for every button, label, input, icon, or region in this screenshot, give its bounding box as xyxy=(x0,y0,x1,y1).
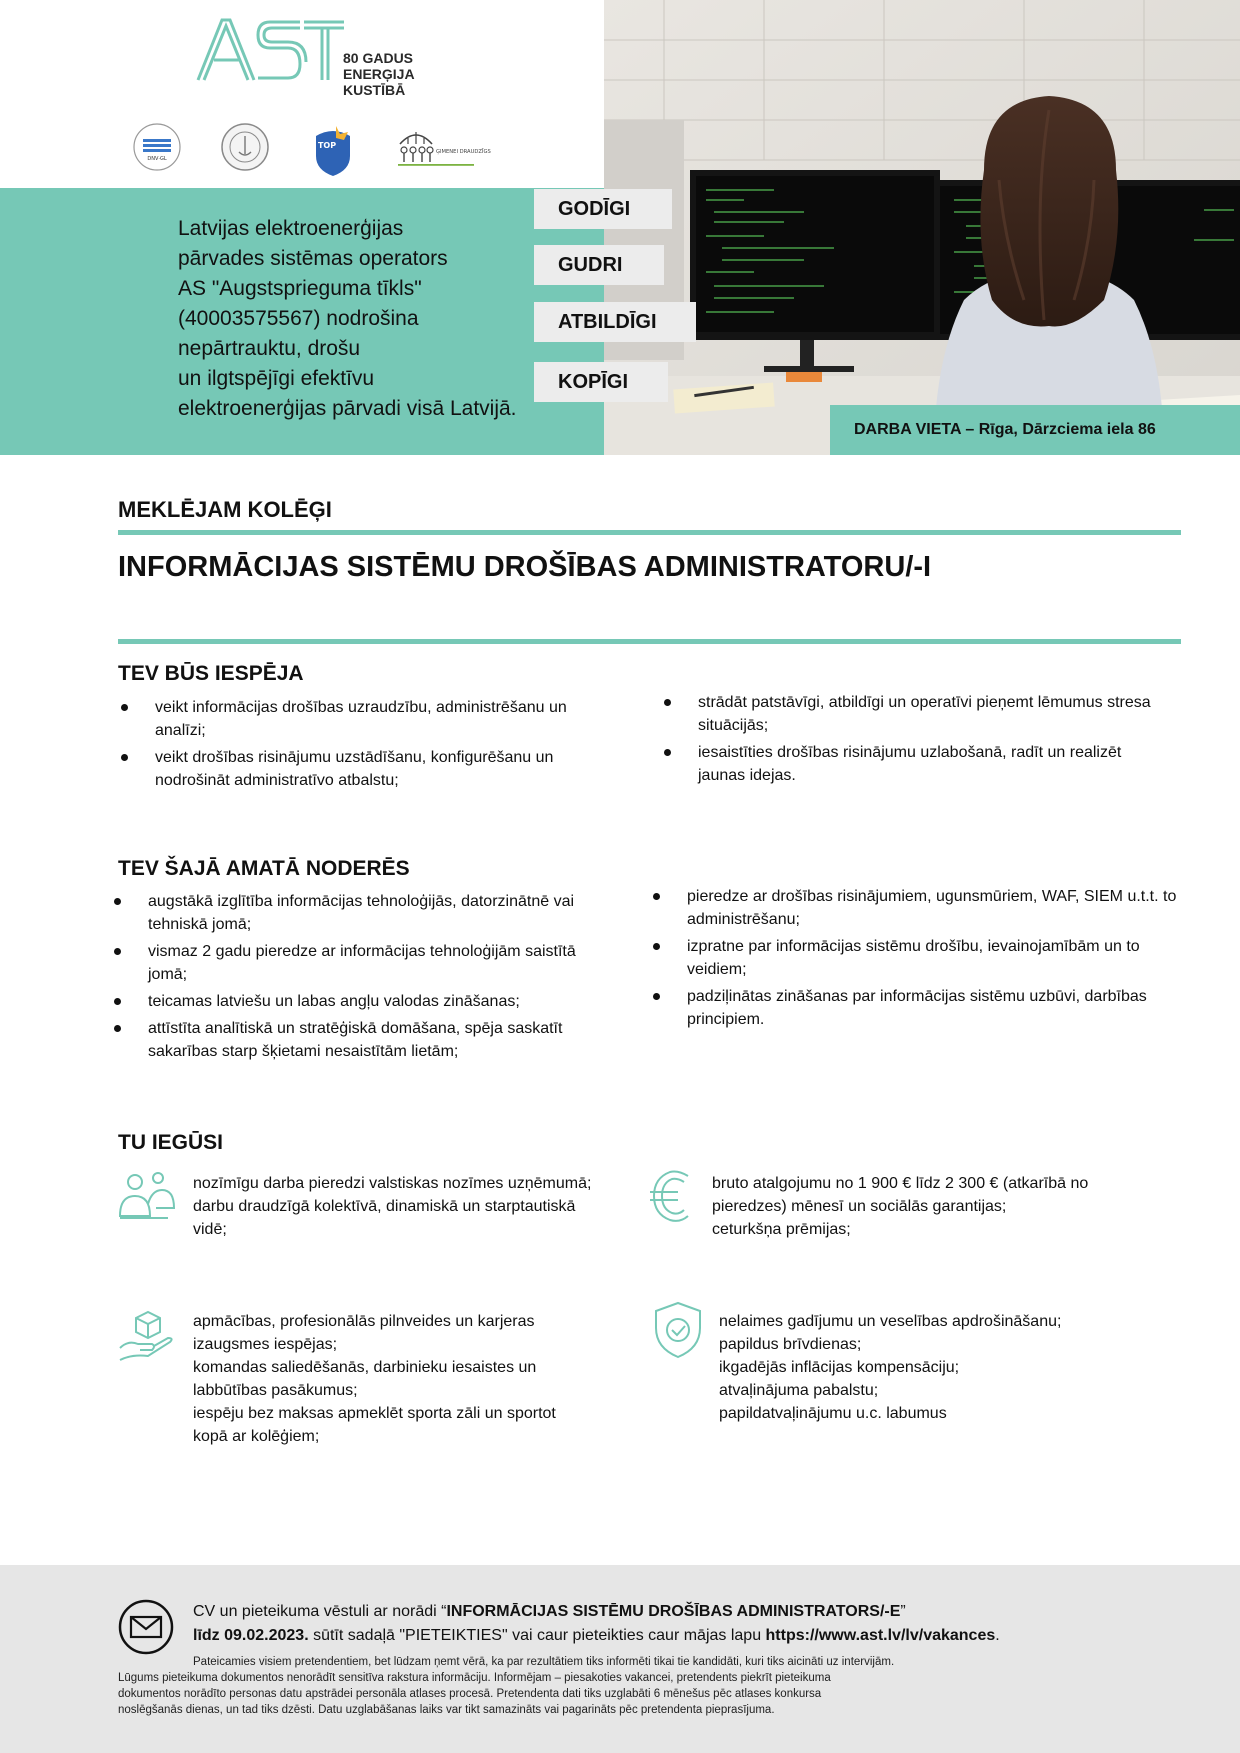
opportunity-list-left xyxy=(155,696,615,796)
benefit-line: bruto atalgojumu no 1 900 € līdz 2 300 € (atkarībā no xyxy=(712,1175,1089,1192)
benefit-line: darbu draudzīgā kolektīvā, dinamiskā un starptautiskā xyxy=(193,1198,576,1215)
application-instructions xyxy=(193,1600,1000,1648)
tagline-line: KUSTĪBĀ xyxy=(343,82,406,98)
apply-position: INFORMĀCIJAS SISTĒMU DROŠĪBAS ADMINISTRATORS/-E xyxy=(446,1603,901,1620)
intro-line: pārvades sistēmas operators xyxy=(178,247,448,270)
apply-prefix: CV un pieteikuma vēstuli ar norādi “ xyxy=(193,1603,447,1620)
people-icon xyxy=(118,1170,176,1224)
list-item: augstākā izglītība informācijas tehnoloģijās, datorzinātnē vai tehniskā jomā; xyxy=(148,890,618,936)
value-together: KOPĪGI xyxy=(534,362,668,402)
benefit-line: izaugsmes iespējas; xyxy=(193,1336,338,1353)
intro-line: elektroenerģijas pārvadi visā Latvijā. xyxy=(178,397,517,420)
intro-line: un ilgtspējīgi efektīvu xyxy=(178,367,375,390)
intro-line: AS "Augstsprieguma tīkls" xyxy=(178,277,422,300)
benefit-insurance xyxy=(719,1310,1061,1425)
privacy-notice xyxy=(118,1654,1118,1718)
notice-line: Lūgums pieteikuma dokumentos nenorādīt sensitīva rakstura informāciju. Informējam – piesakoties vakancei, pretendents piekrīt pieteikuma xyxy=(118,1672,831,1684)
benefit-line: nelaimes gadījumu un veselības apdrošināšanu; xyxy=(719,1313,1062,1330)
family-friendly-text: ĢIMENEI DRAUDZĪGS xyxy=(436,149,491,155)
requirements-list-right xyxy=(687,885,1177,1035)
opportunity-heading: TEV BŪS IESPĒJA xyxy=(118,662,304,685)
intro-line: (40003575567) nodrošina xyxy=(178,307,419,330)
list-item: vismaz 2 gadu pieredze ar informācijas tehnoloģijām saistītā jomā; xyxy=(148,940,618,986)
quality-seal-icon xyxy=(220,122,270,172)
mail-icon xyxy=(118,1599,174,1655)
apply-end: . xyxy=(995,1627,1000,1644)
top-employer-icon xyxy=(308,122,358,178)
benefit-line: vidē; xyxy=(193,1221,227,1238)
benefit-line: papildus brīvdienas; xyxy=(719,1336,862,1353)
value-honest: GODĪGI xyxy=(534,189,672,229)
apply-suffix: ” xyxy=(900,1603,906,1620)
requirements-list-left xyxy=(148,890,618,1067)
benefit-line: labbūtības pasākumus; xyxy=(193,1382,358,1399)
family-friendly-icon xyxy=(396,122,491,172)
benefit-line: komandas saliedēšanās, darbinieku iesaistes un xyxy=(193,1359,537,1376)
list-item: attīstīta analītiskā un stratēģiskā domāšana, spēja saskatīt sakarības starp šķietami nesaistītām lietām; xyxy=(148,1017,618,1063)
notice-line: dokumentos norādīto personas datu apstrādei personāla atlases procesā. Pretendenta dati tiks uzglabāti 6 mēnešus pēc atlases konkursa xyxy=(118,1688,822,1700)
benefit-experience xyxy=(193,1172,591,1241)
value-smart: GUDRI xyxy=(534,245,664,285)
list-item: pieredze ar drošības risinājumiem, ugunsmūriem, WAF, SIEM u.t.t. to administrēšanu; xyxy=(687,885,1177,931)
benefit-line: atvaļinājuma pabalstu; xyxy=(719,1382,879,1399)
list-item: izpratne par informācijas sistēmu drošību, ievainojamībām un to veidiem; xyxy=(687,935,1177,981)
benefit-line: pieredzes) mēnesī un sociālās garantijas; xyxy=(712,1198,1007,1215)
dnv-gl-text: DNV·GL xyxy=(147,156,167,162)
tagline-line: ENERĢIJA xyxy=(343,66,415,82)
apply-deadline: līdz 09.02.2023. xyxy=(193,1627,309,1644)
intro-line: Latvijas elektroenerģijas xyxy=(178,217,404,240)
notice-line: Pateicamies visiem pretendentiem, bet lūdzam ņemt vērā, ka par rezultātiem tiks informēti tikai tie kandidāti, kuri tiks aicināti uz intervijām. xyxy=(193,1656,895,1668)
hand-box-icon xyxy=(118,1308,174,1362)
benefit-line: nozīmīgu darba pieredzi valstiskas nozīmes uzņēmumā; xyxy=(193,1175,592,1192)
vacancies-link[interactable]: https://www.ast.lv/lv/vakances xyxy=(765,1627,996,1644)
apply-middle: sūtīt sadaļā "PIETEIKTIES" vai caur pieteikties caur mājas lapu xyxy=(308,1627,766,1644)
looking-for-heading: MEKLĒJAM KOLĒĢI xyxy=(118,497,332,522)
benefit-salary xyxy=(712,1172,1088,1241)
svg-text:TOP: TOP xyxy=(317,141,337,150)
office-photo xyxy=(604,0,1240,455)
list-item: strādāt patstāvīgi, atbildīgi un operatīvi pieņemt lēmumus stresa situācijās; xyxy=(698,691,1168,737)
benefit-line: ceturkšņa prēmijas; xyxy=(712,1221,851,1238)
list-item: veikt drošības risinājumu uzstādīšanu, konfigurēšanu un nodrošināt administratīvo atbalstu; xyxy=(155,746,615,792)
list-item: veikt informācijas drošības uzraudzību, administrēšanu un analīzi; xyxy=(155,696,615,742)
benefit-line: papildatvaļinājumu u.c. labumus xyxy=(719,1405,947,1422)
divider xyxy=(118,639,1181,644)
divider xyxy=(118,530,1181,535)
logo-tagline xyxy=(343,50,415,98)
benefit-line: iespēju bez maksas apmeklēt sporta zāli un sportot xyxy=(193,1405,556,1422)
dnv-gl-certificate-icon xyxy=(132,122,182,172)
workplace-location: DARBA VIETA – Rīga, Dārzciema iela 86 xyxy=(830,405,1240,455)
euro-icon xyxy=(648,1168,696,1224)
benefit-growth xyxy=(193,1310,556,1448)
list-item: iesaistīties drošības risinājumu uzlabošanā, radīt un realizēt jaunas idejas. xyxy=(698,741,1168,787)
opportunity-list-right xyxy=(698,691,1168,791)
intro-line: nepārtrauktu, drošu xyxy=(178,337,361,360)
list-item: teicamas latviešu un labas angļu valodas zināšanas; xyxy=(148,990,618,1013)
shield-check-icon xyxy=(652,1300,704,1360)
list-item: padziļinātas zināšanas par informācijas sistēmu uzbūvi, darbības principiem. xyxy=(687,985,1177,1031)
company-intro xyxy=(178,214,518,424)
job-title: INFORMĀCIJAS SISTĒMU DROŠĪBAS ADMINISTRATORU/-I xyxy=(118,551,932,583)
benefits-heading: TU IEGŪSI xyxy=(118,1131,224,1154)
benefit-line: apmācības, profesionālās pilnveides un karjeras xyxy=(193,1313,535,1330)
benefit-line: ikgadējās inflācijas kompensāciju; xyxy=(719,1359,960,1376)
requirements-heading: TEV ŠAJĀ AMATĀ NODERĒS xyxy=(118,857,410,880)
value-responsible: ATBILDĪGI xyxy=(534,302,696,342)
benefit-line: kopā ar kolēģiem; xyxy=(193,1428,320,1445)
ast-logo xyxy=(196,16,346,82)
tagline-line: 80 GADUS xyxy=(343,50,414,66)
notice-line: noslēgšanās dienas, un tad tiks dzēsti. Datu uzglabāšanas laiks var tikt samazināts vai pagarināts pēc pretendenta pieprasījuma. xyxy=(118,1704,775,1716)
